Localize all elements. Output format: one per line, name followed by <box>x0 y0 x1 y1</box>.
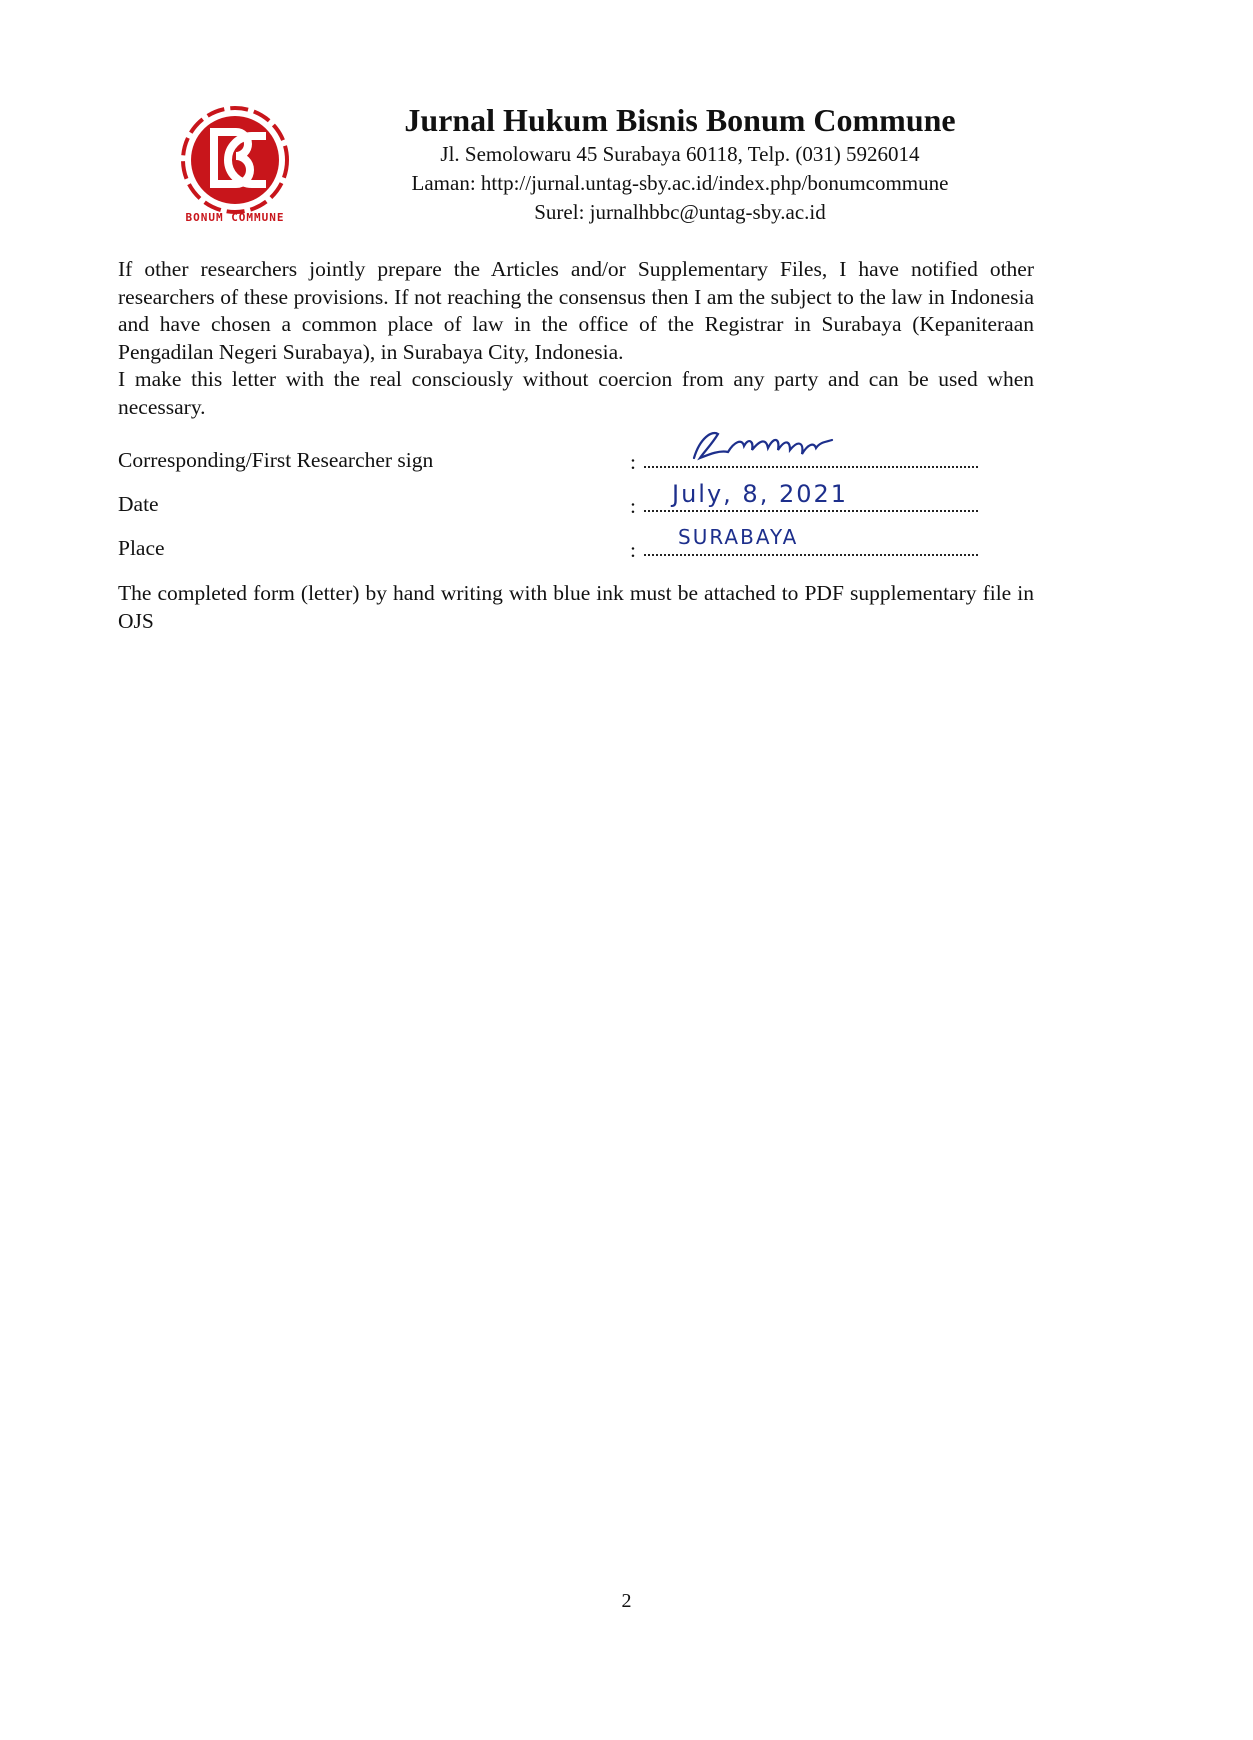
place-row <box>118 533 978 563</box>
handwritten-signature <box>690 428 840 468</box>
date-dotted-line <box>644 510 978 512</box>
body-paragraph-1: If other researchers jointly prepare the Articles and/or Supplementary Files, I have notified other researchers of these provisions. If not reaching the consensus then I am the subject to the law in Indonesia and have chosen a common place of law in the office of the Registrar in Surabaya (Kepaniteraan Pengadilan Negeri Surabaya), in Surabaya City, Indonesia. <box>118 257 1034 364</box>
handwritten-date: July, 8, 2021 <box>672 480 849 508</box>
date-label: Date <box>118 492 159 516</box>
place-colon: : <box>630 538 636 562</box>
sign-label: Corresponding/First Researcher sign <box>118 448 434 472</box>
journal-title: Jurnal Hukum Bisnis Bonum Commune <box>404 102 956 138</box>
page-number: 2 <box>621 1590 632 1612</box>
sign-colon: : <box>630 450 636 474</box>
handwritten-place: SURABAYA <box>678 525 799 549</box>
place-label: Place <box>118 536 165 560</box>
place-dotted-line <box>644 554 978 556</box>
sign-row <box>118 445 978 475</box>
letter-body <box>118 256 1034 421</box>
instruction-note: The completed form (letter) by hand writing with blue ink must be attached to PDF supplementary file in OJS <box>118 581 1034 633</box>
journal-logo <box>170 98 300 228</box>
journal-website: Laman: http://jurnal.untag-sby.ac.id/index.php/bonumcommune <box>411 171 949 195</box>
letterhead <box>320 100 1040 227</box>
logo-caption: BONUM COMMUNE <box>185 211 285 224</box>
body-paragraph-2: I make this letter with the real consciously without coercion from any party and can be used when necessary. <box>118 367 1034 419</box>
date-colon: : <box>630 494 636 518</box>
journal-address: Jl. Semolowaru 45 Surabaya 60118, Telp. (031) 5926014 <box>440 142 920 166</box>
date-row <box>118 489 978 519</box>
journal-email: Surel: jurnalhbbc@untag-sby.ac.id <box>534 200 826 224</box>
